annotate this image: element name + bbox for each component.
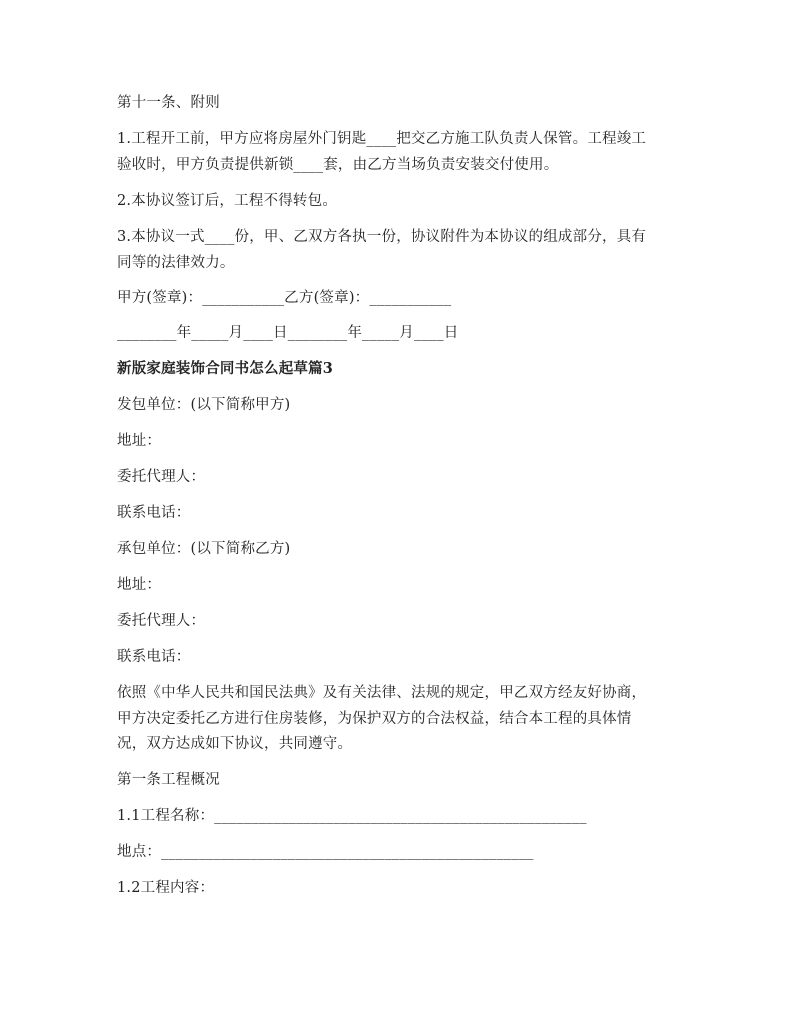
party-b-agent: 委托代理人： — [117, 613, 206, 629]
party-b-label: 承包单位：(以下简称乙方) — [117, 541, 291, 557]
preamble-line-1: 依照《中华人民共和国民法典》及有关法律、法规的规定，甲乙双方经友好协商， — [117, 685, 647, 701]
clause-1-line-2: 验收时，甲方负责提供新锁____套，由乙方当场负责安装交付使用。 — [117, 157, 559, 173]
signature-line: 甲方(签章)：___________乙方(签章)：___________ — [117, 290, 452, 306]
party-a-agent: 委托代理人： — [117, 469, 206, 485]
clause-2: 2.本协议签订后，工程不得转包。 — [117, 193, 338, 209]
party-a-address: 地址： — [117, 433, 162, 449]
article-11-heading: 第十一条、附则 — [117, 95, 220, 111]
clause-1-line-1: 1.工程开工前，甲方应将房屋外门钥匙____把交乙方施工队负责人保管。工程竣工 — [117, 131, 647, 147]
project-location-field: 地点：__________________________________________________ — [117, 844, 534, 860]
clause-3-line-1: 3.本协议一式____份，甲、乙双方各执一份，协议附件为本协议的组成部分，具有 — [117, 229, 647, 245]
preamble-line-2: 甲方决定委托乙方进行住房装修，为保护双方的合法权益，结合本工程的具体情 — [117, 711, 632, 727]
party-a-label: 发包单位：(以下简称甲方) — [117, 397, 291, 413]
party-b-address: 地址： — [117, 577, 162, 593]
party-b-phone: 联系电话： — [117, 649, 191, 665]
project-name-field: 1.1工程名称：__________________________________________________ — [117, 808, 587, 824]
project-content-field: 1.2工程内容： — [117, 880, 215, 896]
section-title: 新版家庭装饰合同书怎么起草篇3 — [117, 360, 334, 377]
party-a-phone: 联系电话： — [117, 505, 191, 521]
date-line: ________年_____月____日________年_____月____日 — [117, 325, 459, 341]
preamble-line-3: 况，双方达成如下协议，共同遵守。 — [117, 736, 353, 752]
article-1-heading: 第一条工程概况 — [117, 772, 220, 788]
clause-3-line-2: 同等的法律效力。 — [117, 255, 235, 271]
